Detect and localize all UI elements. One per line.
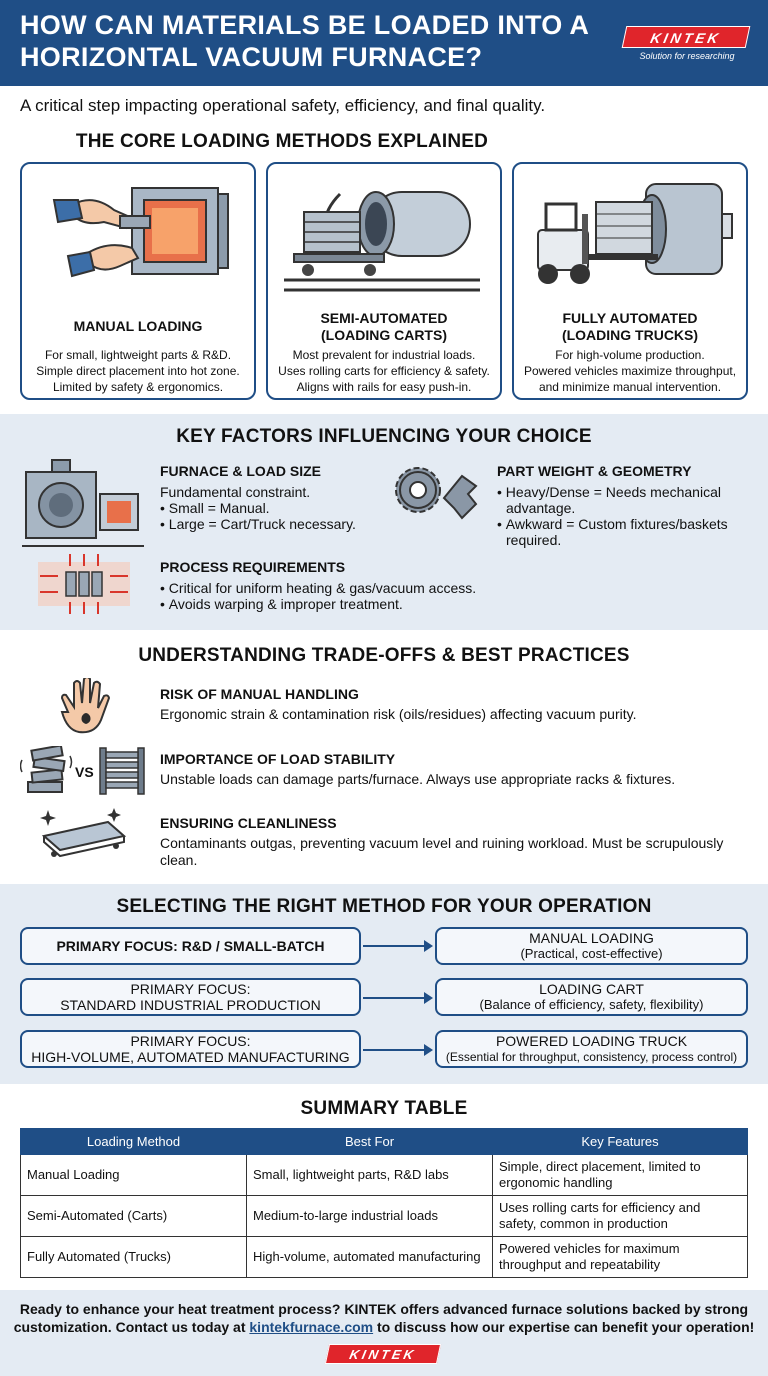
focus-label: PRIMARY FOCUS: (130, 981, 251, 997)
card-line: Simple direct placement into hot zone. (36, 364, 240, 378)
card-line: Aligns with rails for easy push-in. (296, 380, 472, 394)
factor-line: required. (506, 532, 562, 548)
card-line: Most prevalent for industrial loads. (292, 348, 476, 362)
tradeoff-text: Contaminants outgas, preventing vacuum level and ruining workload. Must be scrupulously clean. (160, 835, 724, 868)
loading-cart-illustration (280, 174, 490, 304)
focus-label: PRIMARY FOCUS: R&D / SMALL-BATCH (56, 938, 325, 954)
factor-line: Fundamental constraint. (160, 484, 311, 500)
card-line: For small, lightweight parts & R&D. (44, 348, 232, 362)
table-row (21, 1155, 748, 1196)
card-title (272, 310, 496, 344)
factor-text (160, 580, 476, 612)
card-semi-automated (266, 162, 502, 400)
focus-label: PRIMARY FOCUS: (130, 1033, 251, 1049)
tradeoff-text: Unstable loads can damage parts/furnace. Always use appropriate racks & fixtures. (160, 771, 676, 787)
summary-table (20, 1128, 748, 1278)
manual-loading-illustration (34, 174, 244, 304)
card-line: For high-volume production. (555, 348, 705, 362)
kintek-footer-logo[interactable]: KINTEK (325, 1344, 441, 1364)
card-title (518, 310, 742, 344)
kintek-logo[interactable]: KINTEK (622, 26, 751, 48)
method-pill-truck (435, 1030, 748, 1068)
footer-band (0, 1290, 768, 1376)
arrow-right-icon (363, 945, 431, 947)
card-line: Limited by safety & ergonomics. (52, 380, 224, 394)
card-line: Uses rolling carts for efficiency & safety. (278, 364, 490, 378)
tradeoff-title: ENSURING CLEANLINESS (160, 815, 337, 831)
header-banner (0, 0, 768, 86)
bullet-icon: • (160, 516, 169, 532)
factor-bullet (160, 596, 476, 612)
bullet-icon: • (160, 596, 169, 612)
factor-title: PROCESS REQUIREMENTS (160, 559, 346, 575)
bullet-icon: • (160, 500, 169, 516)
table-cell: Fully Automated (Trucks) (21, 1237, 247, 1278)
card-title-line: (LOADING CARTS) (321, 327, 447, 343)
table-cell: Manual Loading (21, 1155, 247, 1196)
table-header-row (21, 1129, 748, 1155)
factor-bullet (497, 484, 728, 500)
gear-icon (388, 458, 484, 530)
bullet-icon: • (497, 484, 506, 500)
card-title-line: FULLY AUTOMATED (562, 310, 698, 326)
website-link[interactable]: kintekfurnace.com (249, 1319, 374, 1335)
focus-pill-industrial (20, 978, 361, 1016)
focus-label: STANDARD INDUSTRIAL PRODUCTION (60, 997, 321, 1013)
bullet-icon: • (497, 516, 506, 532)
selecting-section-title: SELECTING THE RIGHT METHOD FOR YOUR OPERATION (116, 896, 652, 917)
method-pill-manual (435, 927, 748, 965)
table-cell: Medium-to-large industrial loads (247, 1196, 493, 1237)
focus-pill-high-volume (20, 1030, 361, 1068)
factor-line: Awkward = Custom fixtures/baskets (505, 516, 728, 532)
method-label: POWERED LOADING TRUCK (495, 1033, 688, 1049)
footer-text: Ready to enhance your heat treatment process? KINTEK offers advanced furnace solutions backed by strong customization. Contact us today at (13, 1301, 749, 1335)
factors-band (0, 414, 768, 630)
factor-line: Critical for uniform heating & gas/vacuum access. (168, 580, 477, 596)
card-line: and minimize manual intervention. (538, 380, 722, 394)
card-description (272, 347, 496, 395)
loading-truck-illustration (526, 174, 736, 304)
card-manual-loading (20, 162, 256, 400)
factor-bullet (160, 500, 356, 516)
selecting-band (0, 884, 768, 1084)
factor-title: FURNACE & LOAD SIZE (160, 463, 321, 479)
card-title-line: (LOADING TRUCKS) (561, 327, 699, 343)
factor-line: Large = Cart/Truck necessary. (168, 516, 356, 532)
tradeoff-title: IMPORTANCE OF LOAD STABILITY (160, 751, 396, 767)
table-row (21, 1196, 748, 1237)
factor-line: Heavy/Dense = Needs mechanical (505, 484, 721, 500)
stable-rack-icon (96, 746, 148, 796)
bullet-icon: • (160, 580, 169, 596)
table-cell: High-volume, automated manufacturing (247, 1237, 493, 1278)
method-pill-cart (435, 978, 748, 1016)
arrow-right-icon (363, 997, 431, 999)
table-cell: Small, lightweight parts, R&D labs (247, 1155, 493, 1196)
method-label: MANUAL LOADING (529, 930, 654, 946)
vs-label: VS (75, 764, 94, 780)
unstable-stack-icon (20, 746, 76, 796)
factor-text (497, 484, 728, 548)
table-row (21, 1237, 748, 1278)
card-title-line: SEMI-AUTOMATED (320, 310, 448, 326)
factor-line: Avoids warping & improper treatment. (168, 596, 403, 612)
page-title: HOW CAN MATERIALS BE LOADED INTO A HORIZONTAL VACUUM FURNACE? (20, 10, 589, 72)
factor-bullet (160, 516, 356, 532)
card-description (518, 347, 742, 395)
factor-text (160, 484, 356, 532)
tradeoffs-section-title: UNDERSTANDING TRADE-OFFS & BEST PRACTICES (138, 645, 630, 666)
factor-bullet (160, 580, 476, 596)
methods-section-title: THE CORE LOADING METHODS EXPLAINED (75, 131, 489, 152)
furnace-size-icon (22, 458, 144, 552)
table-cell: Uses rolling carts for efficiency and safety, common in production (493, 1196, 748, 1237)
card-line: Powered vehicles maximize throughput, (523, 364, 737, 378)
focus-pill-rnd (20, 927, 361, 965)
method-note: (Balance of efficiency, safety, flexibility) (479, 997, 704, 1012)
factors-section-title: KEY FACTORS INFLUENCING YOUR CHOICE (176, 426, 592, 447)
card-fully-automated (512, 162, 748, 400)
column-header: Loading Method (21, 1129, 247, 1155)
table-cell: Simple, direct placement, limited to ergonomic handling (493, 1155, 748, 1196)
table-cell: Powered vehicles for maximum throughput and repeatability (493, 1237, 748, 1278)
focus-label: HIGH-VOLUME, AUTOMATED MANUFACTURING (31, 1049, 350, 1065)
arrow-right-icon (363, 1049, 431, 1051)
clean-tray-icon (40, 808, 128, 862)
hand-icon (58, 678, 114, 738)
card-title: MANUAL LOADING (73, 318, 203, 334)
footer-cta (10, 1300, 758, 1336)
column-header: Key Features (493, 1129, 748, 1155)
logo-tagline: Solution for researching (639, 51, 735, 61)
table-cell: Semi-Automated (Carts) (21, 1196, 247, 1237)
factor-bullet (497, 516, 728, 532)
method-note: (Practical, cost-effective) (520, 946, 663, 961)
footer-text: to discuss how our expertise can benefit your operation! (373, 1319, 755, 1335)
column-header: Best For (247, 1129, 493, 1155)
tradeoff-text: Ergonomic strain & contamination risk (oils/residues) affecting vacuum purity. (160, 706, 637, 722)
intro-text: A critical step impacting operational safety, efficiency, and final quality. (20, 96, 546, 115)
card-description (26, 347, 250, 395)
factor-line: Small = Manual. (168, 500, 270, 516)
factor-title: PART WEIGHT & GEOMETRY (497, 463, 692, 479)
factor-line: advantage. (506, 500, 576, 516)
method-note: (Essential for throughput, consistency, process control) (445, 1050, 738, 1064)
summary-section-title: SUMMARY TABLE (300, 1098, 468, 1119)
tradeoff-title: RISK OF MANUAL HANDLING (160, 686, 359, 702)
uniform-heating-icon (38, 554, 130, 614)
method-label: LOADING CART (539, 981, 644, 997)
